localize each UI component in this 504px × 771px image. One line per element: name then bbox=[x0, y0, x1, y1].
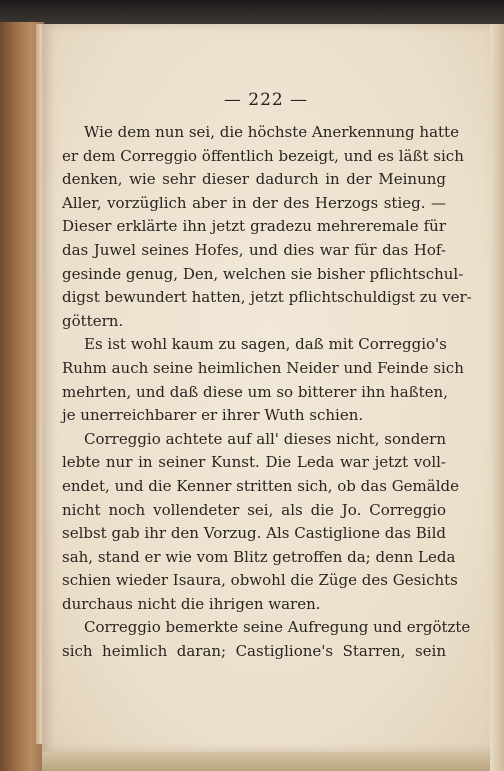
text-line: je unerreichbarer er ihrer Wuth schien. bbox=[62, 406, 364, 425]
text-line: schien wieder Isaura, obwohl die Züge des Gesichts bbox=[62, 571, 458, 590]
text-line: Ruhm auch seine heimlichen Neider und Feinde sich bbox=[62, 358, 464, 377]
body-text bbox=[62, 121, 472, 664]
text-line: Correggio achtete auf all' dieses nicht, sondern bbox=[84, 429, 446, 448]
text-line: er dem Correggio öffentlich bezeigt, und es läßt sich bbox=[62, 146, 464, 165]
text-line: nicht noch vollendeter sei, als die Jo. Correggio bbox=[62, 500, 446, 519]
text-line: Aller, vorzüglich aber in der des Herzogs stieg. — bbox=[62, 193, 446, 212]
text-line: digst bewundert hatten, jetzt pflichtschuldigst zu ver- bbox=[62, 288, 472, 307]
text-line: denken, wie sehr dieser dadurch in der Meinung bbox=[62, 170, 446, 189]
text-line: Correggio bemerkte seine Aufregung und ergötzte bbox=[84, 618, 471, 637]
text-line: gesinde genug, Den, welchen sie bisher pflichtschul- bbox=[62, 264, 464, 283]
text-line: Dieser erklärte ihn jetzt gradezu mehreremale für bbox=[62, 217, 446, 236]
text-line: durchaus nicht die ihrigen waren. bbox=[62, 594, 321, 613]
text-line: mehrten, und daß diese um so bitterer ihn haßten, bbox=[62, 382, 448, 401]
text-line: göttern. bbox=[62, 311, 124, 330]
text-line: sah, stand er wie vom Blitz getroffen da; denn Leda bbox=[62, 547, 456, 566]
text-line: Wie dem nun sei, die höchste Anerkennung hatte bbox=[84, 123, 459, 141]
text-line: sich heimlich daran; Castiglione's Starren, sein bbox=[62, 642, 446, 661]
text-line: lebte nur in seiner Kunst. Die Leda war jetzt voll- bbox=[62, 453, 446, 472]
page-number: — 222 — bbox=[223, 90, 309, 110]
text-line: Es ist wohl kaum zu sagen, daß mit Correggio's bbox=[84, 335, 447, 354]
text-line: selbst gab ihr den Vorzug. Als Castiglione das Bild bbox=[62, 524, 446, 543]
background-top bbox=[0, 0, 504, 24]
text-line: endet, und die Kenner stritten sich, ob das Gemälde bbox=[62, 476, 459, 495]
text-line: das Juwel seines Hofes, und dies war für das Hof- bbox=[62, 240, 446, 259]
